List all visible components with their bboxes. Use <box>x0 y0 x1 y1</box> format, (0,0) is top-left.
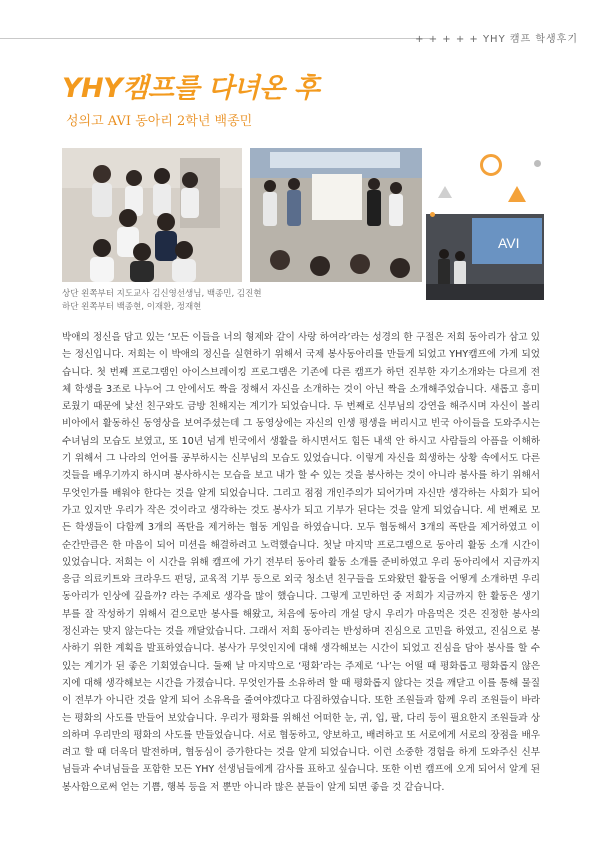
decor-triangle <box>508 186 526 202</box>
decor-dot <box>534 160 541 167</box>
group-photo <box>62 148 242 282</box>
presentation-photo-illustration <box>250 148 422 282</box>
screen-text: AVI <box>498 235 520 251</box>
screen-photo-illustration <box>426 214 544 300</box>
decor-dot <box>430 212 435 217</box>
author-subtitle: 성의고 AVI 동아리 2학년 백종민 <box>66 114 253 129</box>
body-text: 박애의 정신을 담고 있는 ‘모든 이들을 너의 형제와 같이 사랑 하여라’라는 성경의 한 구절은 저희 동아리가 삼고 있는 정신입니다. 저희는 이 박애의 정신을 실현하기 위해서 국제 봉사동아리를 만들게 되었고 YHY캠프에 가게 되었습니다. 첫 번째 프로그램인 아이스브레이킹 프로그램은 기존에 다른 캠프가 하던 진부한 자기소개와는 다르게 전체 학생을 3조로 나누어 그 안에서도 짝을 정해서 자신을 소개하는 것이 아닌 짝을 소개해주었습니다. 새롭고 흥미로웠기 때문에 낯선 친구와도 금방 친해지는 계기가 되었습니다. 두 번째로 신부님의 강연을 해주시며 자신이 볼리비아에서 활동하신 동영상을 보여주셨는데 그 동영상에는 자신의 인생 평생을 버리시고 빈국 아이들을 도와주시는 수녀님의 모습도 보였고, 또 10년 넘게 빈국에서 생활을 하시면서도 힘든 내색 안 하시고 사람들의 아픔을 이해하기 위해서 그 나라의 언어를 공부하시는 신부님의 모습도 있었습니다. 이렇게 자신을 희생하는 상황 속에서도 다른 것들을 배우기까지 하시며 봉사하시는 모습을 보고 내가 할 수 있는 것을 봉사하는 것이 아니라 봉사를 하기 위해서 무엇인가를 배워야 한다는 것을 알게 되었습니다. 그리고 점점 개인주의가 되어가며 자신만 생각하는 사회가 되어가고 있지만 우리가 작은 것이라고 생각하는 것도 봉사가 되고 기부가 된다는 것을 알게 되었습니다. 세 번째로 모든 학생들이 다함께 3개의 폭탄을 제거하는 협동 게임을 하였습니다. 모두 협동해서 3개의 폭탄을 제거하였고 이 순간만큼은 한 마음이 되어 미션을 해결하려고 노력했습니다. 첫날 마지막 프로그램으로 동아리 활동 소개 시간이 있었습니다. 저희는 이 시간을 위해 캠프에 가기 전부터 동아리 활동 소개를 준비하였고 우리 동아리에서 지금까지 응급 의료키트와 크라우드 펀딩, 교육적 기부 등으로 외국 청소년 친구들을 도와왔던 활동을 어떻게 소개하면 우리 동아리가 인상에 깊을까? 라는 주제로 생각을 많이 했습니다. 그렇게 고민하던 중 저희가 지금까지 한 활동은 생기부를 잘 작성하기 위해서 겉으로만 봉사를 해왔고, 처음에 동아리 개설 당시 우리가 마음먹은 것은 진정한 봉사의 정신과는 맞지 않는다는 것을 깨달았습니다. 그래서 저희 동아리는 반성하며 진심으로 고민을 하였고, 진심으로 봉사하기 위한 계획을 발표하였습니다. 봉사가 무엇인지에 대해 생각해보는 시간이 되었고 진심을 담아 봉사를 할 수 있는 계기가 된 좋은 기회였습니다. 둘째 날 마지막으로 ‘평화’라는 주제로 ‘나’는 어떨 때 평화롭고 평화롭지 않은지에 대해 생각해보는 시간을 가졌습니다. 무엇인가를 소유하려 할 때 평화롭지 않다는 것을 깨닫고 이를 통해 물질이 전부가 아니란 것을 알게 되어 소유욕을 줄여야겠다고 다짐하였습니다. 또한 조원들과 함께 우리 조원들이 바라는 평화의 사도를 만들어 보았습니다. 우리가 평화를 위해선 어떠한 눈, 귀, 입, 팔, 다리 등이 필요한지 조원들과 상의하며 우리만의 평화의 사도를 만들었습니다. 서로 협동하고, 양보하고, 배려하고 또 서로에게 서로의 장점을 배우려고 할 때 더욱더 발전하며, 협동심이 증가한다는 것을 알게 되었습니다. 이런 소중한 경험을 하게 도와주신 신부님들과 수녀님들을 포함한 모든 YHY 선생님들에게 감사를 표하고 싶습니다. 또한 이번 캠프에 오게 되어서 알게 된 봉사함으로써 얻는 기쁨, 행복 등을 저 뿐만 아니라 많은 분들이 알게 되면 좋을 것 같습니다. <box>62 332 540 793</box>
header-rule <box>0 38 430 39</box>
group-photo-illustration <box>62 148 242 282</box>
section-label: + + + + + YHY 캠프 학생후기 <box>415 34 578 45</box>
page-title: YHY캠프를 다녀온 후 <box>62 73 320 104</box>
decor-triangle-gray <box>438 186 452 198</box>
decor-circle <box>480 154 502 176</box>
presentation-photo <box>250 148 422 282</box>
caption-line-2: 하단 왼쪽부터 백종현, 이재환, 정재현 <box>62 302 202 312</box>
caption-line-1: 상단 왼쪽부터 지도교사 김신영선생님, 백종민, 김진현 <box>62 289 262 299</box>
photo-caption <box>62 288 262 314</box>
screen-photo <box>426 214 544 300</box>
